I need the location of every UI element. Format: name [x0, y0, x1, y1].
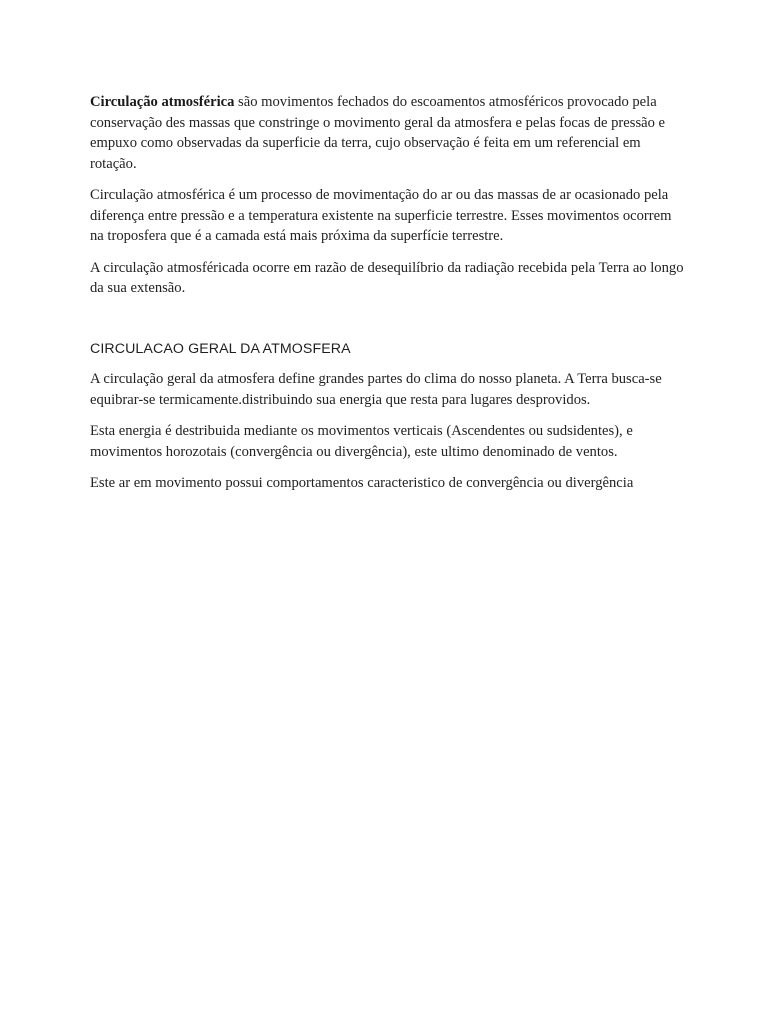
movement-paragraph: Este ar em movimento possui comportamentos caracteristico de convergência ou divergência	[90, 475, 634, 491]
energy-paragraph: Esta energia é destribuida mediante os movimentos verticais (Ascendentes ou sudsidentes), e movimentos horozotais (convergência ou divergência), este ultimo denominado de ventos.	[90, 423, 633, 460]
intro-paragraph	[90, 92, 686, 174]
process-paragraph: Circulação atmosférica é um processo de movimentação do ar ou das massas de ar ocasionado pela diferença entre pressão e a temperatura existente na superficie terrestre. Esses movimentos ocorrem na troposfera que é a camada está mais próxima da superfície terrestre.	[90, 187, 672, 244]
climate-paragraph: A circulação geral da atmosfera define grandes partes do clima do nosso planeta. A Terra busca-se equibrar-se termicamente.distribuindo sua energia que resta para lugares desprovidos.	[90, 371, 662, 408]
section-heading: CIRCULACAO GERAL DA ATMOSFERA	[90, 340, 351, 357]
intro-bold-term: Circulação atmosférica	[90, 94, 235, 110]
document-page	[90, 92, 686, 505]
intro-paragraph-text: são movimentos fechados do escoamentos atmosféricos provocado pela conservação des massas que constringe o movimento geral da atmosfera e pelas focas de pressão e empuxo como observadas da superficie da terra, cujo observação é feita em um referencial em rotação.	[90, 94, 666, 172]
radiation-paragraph: A circulação atmosféricada ocorre em razão de desequilíbrio da radiação recebida pela Terra ao longo da sua extensão.	[90, 259, 684, 296]
